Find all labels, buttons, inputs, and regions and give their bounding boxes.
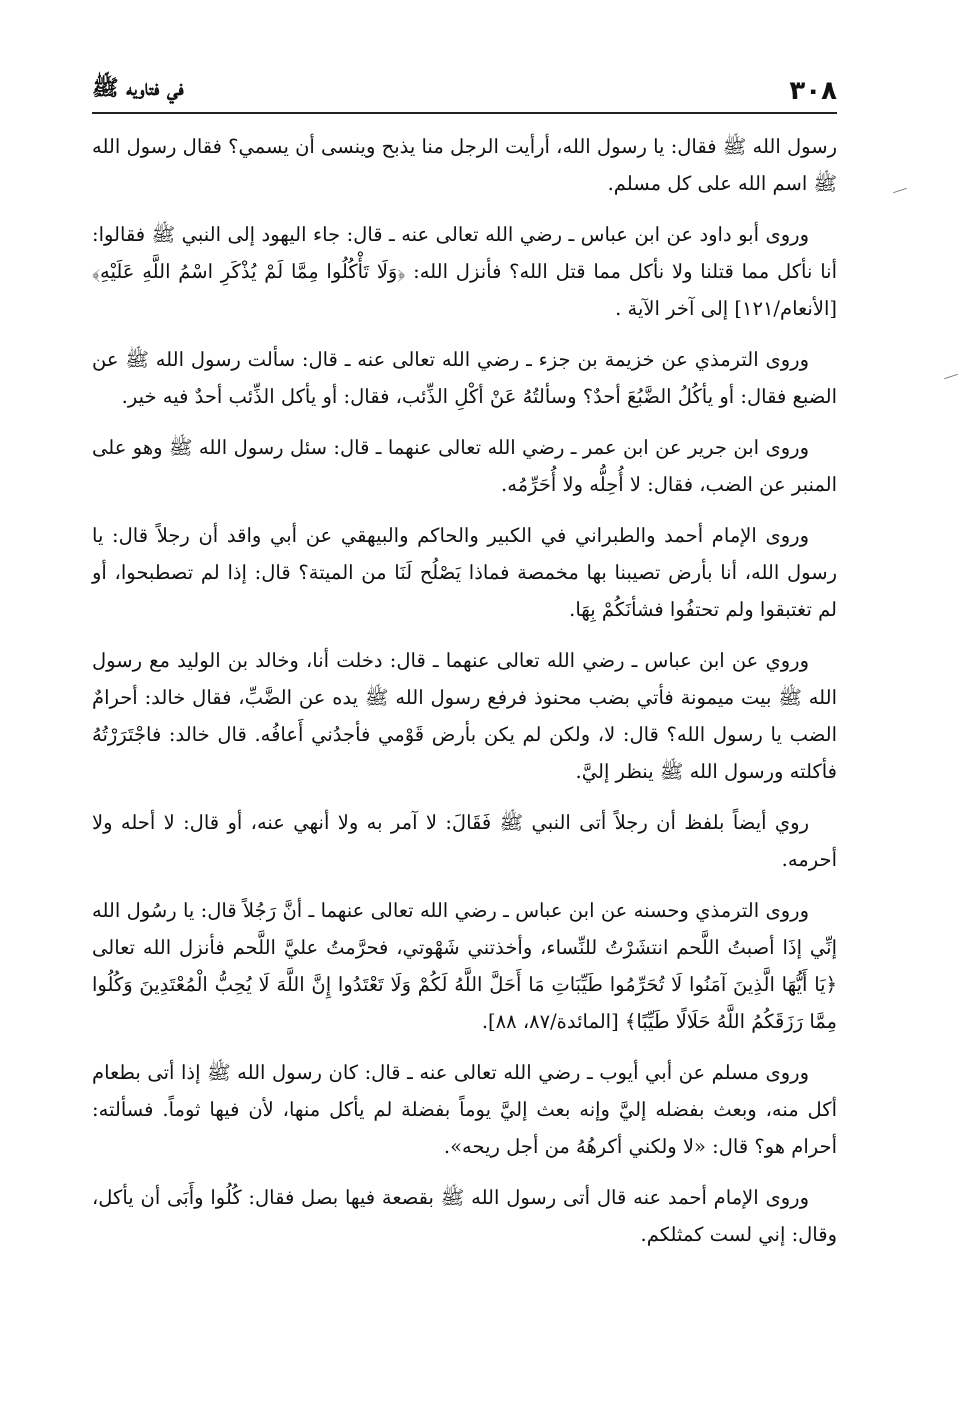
paragraph-1: رسول الله ﷺ فقال: يا رسول الله، أرأيت الرجل منا يذبح وينسى أن يسمي؟ فقال رسول الله ﷺ اسم الله على كل مسلم. — [92, 135, 837, 195]
page-body — [92, 128, 837, 1253]
paragraph-3: وروى الترمذي عن خزيمة بن جزء ـ رضي الله تعالى عنه ـ قال: سألت رسول الله ﷺ عن الضبع فقال: أو يأكُلُ الضَّبُعَ أحدٌ؟ وسألتُهُ عَنْ أكْلِ الذِّئب، فقال: أو يأكل الذِّئب أحدٌ فيه خير. — [92, 348, 837, 408]
running-header — [92, 70, 837, 114]
paragraph-10: وروى الإمام أحمد عنه قال أتى رسول الله ﷺ بقصعة فيها بصل فقال: كُلُوا وأَبَى أن يأكل، وقال: إني لست كمثلكم. — [92, 1186, 837, 1246]
paragraph-4: وروى ابن جرير عن ابن عمر ـ رضي الله تعالى عنهما ـ قال: سئل رسول الله ﷺ وهو على المنبر عن الضب، فقال: لا أُحِلُّه ولا أُحَرِّمُه. — [92, 436, 837, 496]
paragraph-9: وروى مسلم عن أبي أيوب ـ رضي الله تعالى عنه ـ قال: كان رسول الله ﷺ إذا أتى بطعام أكل منه، وبعث بفضله إليَّ وإنه بعث إليَّ يوماً بفضلة لم يأكل منها، لأن فيها ثوماً. فسألته: أحرام هو؟ قال: «لا ولكني أكرهُهُ من أجل ريحه». — [92, 1061, 837, 1158]
page-number: ٣٠٨ — [789, 76, 837, 106]
header-title: في فتاويه ﷺ — [92, 75, 184, 101]
paragraph-8: وروى الترمذي وحسنه عن ابن عباس ـ رضي الله تعالى عنهما ـ أنَّ رَجُلاً قال: يا رسُول الله إنِّي إذَا أصبتُ اللَّحم انتشَرْتُ للنِّساء، وأخذتني شَهْوتي، فحرَّمتُ عليَّ اللَّحم فأنزل الله تعالى ﴿يَا أَيُّهَا الَّذِينَ آمَنُوا لَا تُحَرِّمُوا طَيِّبَاتِ مَا أَحَلَّ اللَّهُ لَكُمْ وَلَا تَعْتَدُوا إِنَّ اللَّهَ لَا يُحِبُّ الْمُعْتَدِينَ وَكُلُوا مِمَّا رَزَقَكُمُ اللَّهُ حَلَالًا طَيِّبًا﴾ [المائدة/٨٧، ٨٨]. — [92, 899, 837, 1033]
margin-mark-top — [893, 188, 907, 193]
paragraph-2: وروى أبو داود عن ابن عباس ـ رضي الله تعالى عنه ـ قال: جاء اليهود إلى النبي ﷺ فقالوا: أنا نأكل مما قتلنا ولا نأكل مما قتل الله؟ فأنزل الله: ﴿وَلَا تَأْكُلُوا مِمَّا لَمْ يُذْكَرِ اسْمُ اللَّهِ عَلَيْهِ﴾ [الأنعام/١٢١] إلى آخر الآية . — [92, 223, 837, 320]
margin-mark-middle — [944, 374, 958, 379]
paragraph-5: وروى الإمام أحمد والطبراني في الكبير والحاكم والبيهقي عن أبي واقد أن رجلاً قال: يا رسول الله، أنا بأرض تصيبنا بها مخمصة فماذا يَصْلُح لَنَا من الميتة؟ قال: إذا لم تصطبحوا، أو لم تغتبقوا ولم تحتفُوا فشأنَكُمْ بِهَا. — [92, 524, 837, 621]
paragraph-7: روي أيضاً بلفظ أن رجلاً أتى النبي ﷺ فَقَالَ: لا آمر به ولا أنهي عنه، أو قال: لا أحله ولا أحرمه. — [92, 811, 837, 871]
book-page — [92, 70, 837, 1350]
paragraph-6: وروي عن ابن عباس ـ رضي الله تعالى عنهما ـ قال: دخلت أنا، وخالد بن الوليد مع رسول الله ﷺ بيت ميمونة فأتي بضب محنوذ فرفع رسول الله ﷺ يده عن الضَّبِّ، فقال خالد: أحرامٌ الضب يا رسول الله؟ قال: لا، ولكن لم يكن بأرض قَوْمي فأجدُني أَعافُه. قال خالد: فاجْتَرَرْتُهُ فأكلته ورسول الله ﷺ ينظر إليَّ. — [92, 649, 837, 783]
